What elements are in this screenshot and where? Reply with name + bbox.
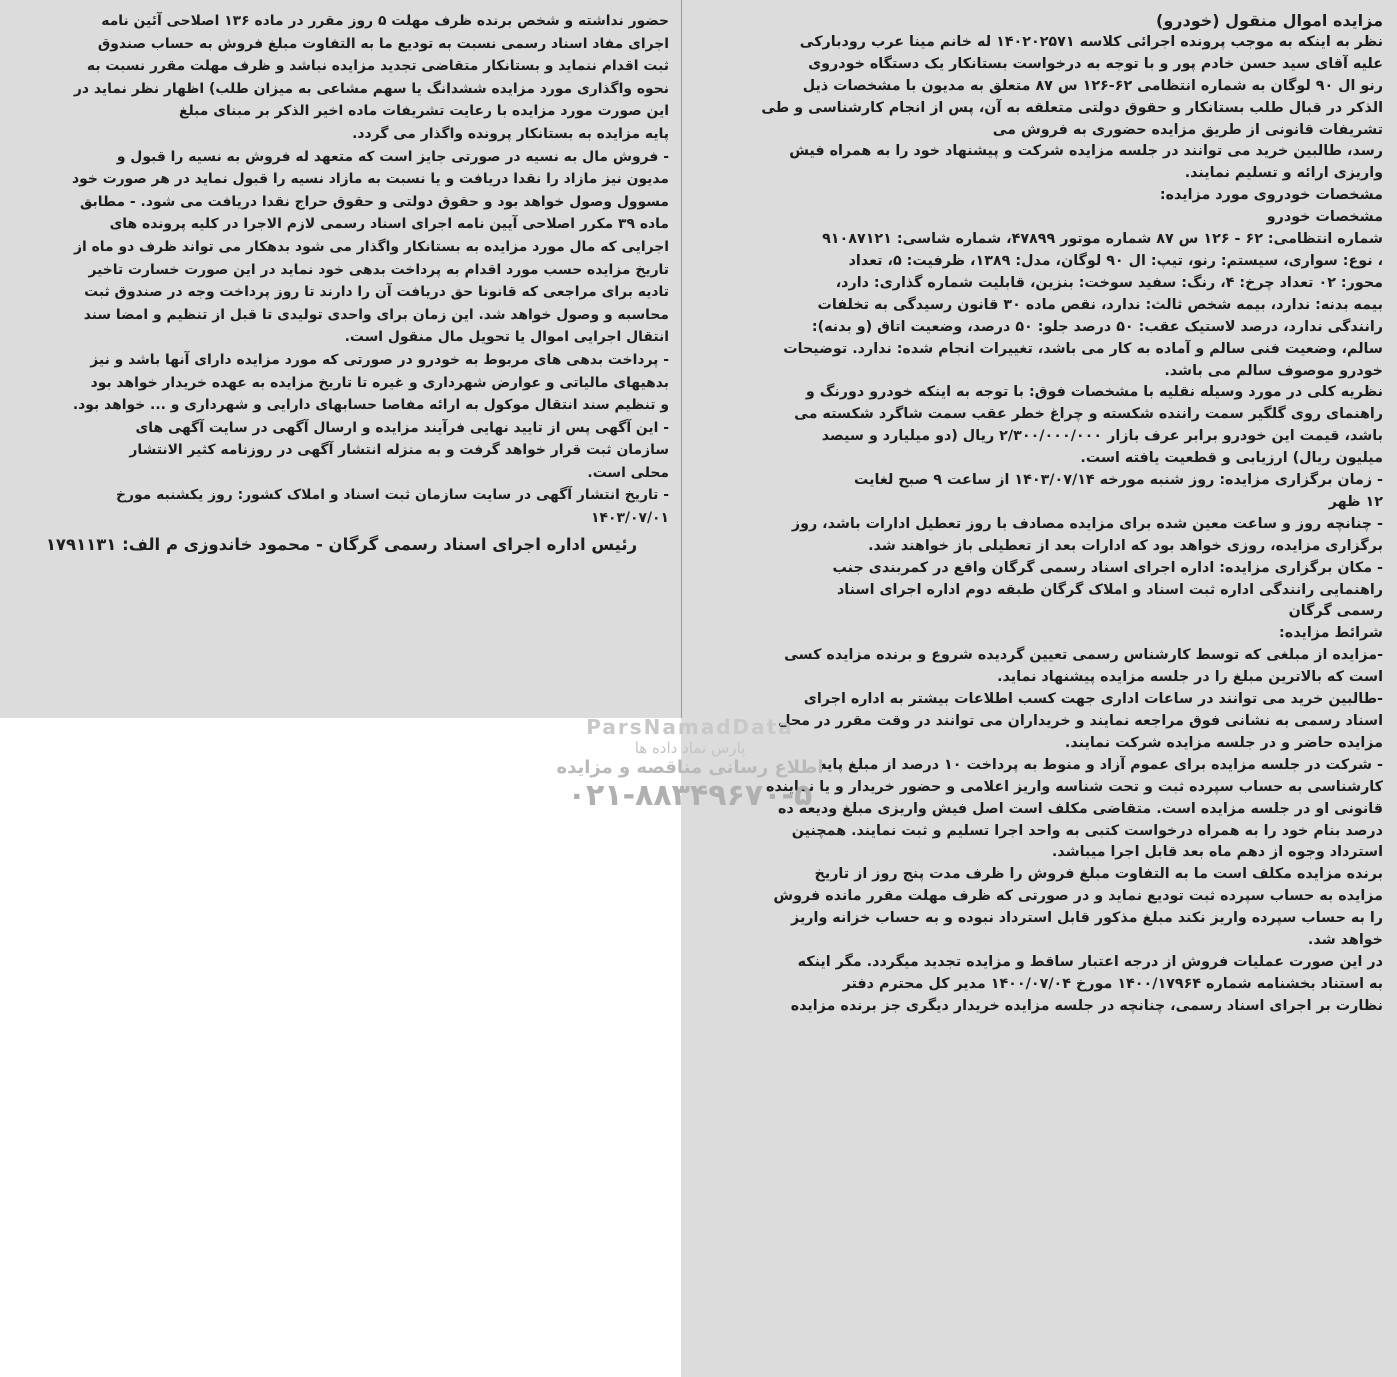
watermark-phone: ۰۲۱-۸۸۳۴۹۶۷۰-۵ [567, 778, 813, 813]
right-column-line: - چنانچه روز و ساعت معین شده برای مزایده مصادف با روز تعطیل ادارات باشد، روز [791, 515, 1383, 532]
right-column-line: خواهد شد. [1307, 932, 1383, 949]
right-column-line: درصد بنام خود را به همراه درخواست کتبی به واحد اجرا تسلیم و ثبت نمایند. همچنین [791, 822, 1383, 839]
left-column-line: حضور نداشته و شخص برنده ظرف مهلت ۵ روز مقرر در ماده ۱۳۶ اصلاحی آئین نامه [101, 13, 669, 29]
notice-title: مزایده اموال منقول (خودرو) [1156, 11, 1383, 30]
right-column-line: - زمان برگزاری مزایده: روز شنبه مورخه ۱۴۰۳/۰۷/۱۴ از ساعت ۹ صبح لغایت [854, 472, 1383, 489]
right-column-line: اسناد رسمی به نشانی فوق مراجعه نمایند و خریداران می توانند در وقت مقرر در محل [778, 713, 1383, 729]
column-divider [681, 0, 682, 718]
left-column-line: اجرای مفاد اسناد رسمی نسبت به تودیع ما به التفاوت مبلغ فروش به حساب صندوق [97, 35, 669, 52]
right-column-line: ، نوع: سواری، سیستم: رنو، تیپ: ال ۹۰ لوگان، مدل: ۱۳۸۹، ظرفیت: ۵، تعداد [848, 252, 1383, 269]
right-column-line: کارشناسی به حساب سپرده ثبت و تحت شناسه واریز اعلامی و حضور خریدار و یا نماینده [766, 778, 1383, 795]
right-column-line: مزایده حاضر و در جلسه مزایده شرکت نمایند. [1064, 734, 1383, 751]
left-column-text [14, 10, 669, 530]
left-column-line: سازمان ثبت قرار خواهد گرفت و به منزله انتشار آگهی در روزنامه کثیر الانتشار [129, 442, 669, 459]
right-column-line: - مکان برگزاری مزایده: اداره اجرای اسناد رسمی گرگان واقع در کمربندی جنب [832, 559, 1383, 576]
right-column-line: به استناد بخشنامه شماره ۱۴۰۰/۱۷۹۶۴ مورخ ۱۴۰۰/۰۷/۰۴ مدیر کل محترم دفتر [842, 975, 1383, 992]
right-column-line: نظریه کلی در مورد وسیله نقلیه با مشخصات فوق: با توجه به اینکه خودرو دورنگ و [805, 384, 1383, 401]
left-column-line: محاسبه و وصول خواهد شد. این زمان برای واحدی تولیدی تا قبل از تنظیم و امضا سند [83, 306, 669, 323]
right-column-line: -طالبین خرید می توانند در ساعات اداری جهت کسب اطلاعات بیشتر به اداره اجرای [803, 691, 1383, 708]
right-column-line: سالم، وضعیت فنی سالم و آماده به کار می باشد، تغییرات انجام شده: ندارد. توضیحات [783, 340, 1383, 357]
right-column-line: باشد، قیمت این خودرو برابر عرف بازار ۲/۳۰۰/۰۰۰/۰۰۰ ریال (دو میلیارد و سیصد [821, 428, 1383, 445]
right-column-line: راهنمای روی گلگیر سمت راننده شکسته و چراغ خطر عقب سمت شاگرد شکسته می [794, 406, 1383, 423]
right-column-line: رانندگی ندارد، درصد لاستیک عقب: ۵۰ درصد جلو: ۵۰ درصد، وضعیت اتاق (و بدنه): [811, 318, 1383, 335]
left-column-line: محلی است. [587, 464, 669, 481]
right-column-line: واریزی ارائه و تسلیم نمایند. [1184, 165, 1383, 182]
left-column-line: - تاریخ انتشار آگهی در سایت سازمان ثبت اسناد و املاک کشور: روز یکشنبه مورخ [115, 487, 669, 504]
right-column-line: نظر به اینکه به موجب پرونده اجرائی کلاسه ۱۴۰۲۰۲۵۷۱ له خانم مینا عرب رودبارکی [799, 33, 1383, 50]
left-column-line: بدهیهای مالیاتی و عوارض شهرداری و غیره تا تاریخ مزایده به عهده خریدار خواهد بود [90, 374, 669, 391]
right-column-line: تشریفات قانونی از طریق مزایده حضوری به فروش می [992, 121, 1383, 138]
left-column-line: پایه مزایده به بستانکار پرونده واگذار می گردد. [352, 125, 669, 142]
right-column-line: استرداد وجوه از دهم ماه بعد قابل اجرا میباشد. [1051, 844, 1383, 861]
left-column-line: این صورت مورد مزایده با رعایت تشریفات ماده اخیر الذکر بر مبنای مبلغ [178, 103, 669, 120]
left-column-line: تاریخ مزایده حسب مورد اقدام به پرداخت بدهی خود نماید در این صورت خسارت تاخیر [88, 261, 669, 278]
left-column-line: نحوه واگذاری مورد مزایده ششدانگ یا سهم مشاعی به میزان طلب) اظهار نظر نماید در [73, 80, 669, 97]
right-column-line: مزایده به حساب سپرده ثبت تودیع نماید و در صورتی که ظرف مهلت مقرر مانده فروش [773, 888, 1383, 905]
right-column-line: رسمی گرگان [1288, 603, 1383, 620]
right-column-line: رنو ال ۹۰ لوگان به شماره انتظامی ۶۲-۱۲۶ س ۸۷ متعلق به مدیون با مشخصات ذیل [802, 77, 1383, 94]
right-column-line: علیه آقای سید حسن خادم پور و با توجه به درخواست بستانکار یک دستگاه خودروی [808, 55, 1383, 72]
right-column-line: بیمه بدنه: ندارد، بیمه شخص ثالث: ندارد، نقص ماده ۳۰ قانون رسیدگی به تخلفات [817, 296, 1383, 313]
right-column-line: میلیون ریال) ارزیابی و قطعیت یافته است. [1080, 450, 1383, 467]
right-column-line: راهنمایی رانندگی اداره ثبت اسناد و املاک گرگان طبقه دوم اداره اجرای اسناد [836, 581, 1383, 598]
right-column-line: ۱۲ ظهر [1328, 493, 1383, 510]
right-column-line: قانونی او در جلسه مزایده است. متقاضی مکلف است اصل فیش واریزی مبلغ ودیعه ده [778, 800, 1383, 817]
right-column-line: رسد، طالبین خرید می توانند در جلسه مزایده شرکت و پیشنهاد خود را به همراه فیش [789, 143, 1383, 160]
right-column-line: شرائط مزایده: [1279, 625, 1383, 642]
right-column-line: در این صورت عملیات فروش از درجه اعتبار ساقط و مزایده تجدید میگردد. مگر اینکه [797, 953, 1383, 970]
auction-notice-left-column [0, 0, 681, 718]
auction-notice-right-column [681, 0, 1397, 1377]
right-column-line: مشخصات خودروی مورد مزایده: [1159, 187, 1383, 204]
left-column-line: مسوول وصول خواهد بود و حقوق دولتی و حقوق حراج نقدا دریافت می شود. - مطابق [80, 193, 669, 210]
left-column-line: - فروش مال به نسیه در صورتی جایز است که متعهد له فروش به نسیه را قبول و [116, 148, 669, 165]
right-column-line: الذکر در قبال طلب بستانکار و حقوق دولتی متعلقه به آن، پس از انجام کارشناسی و طی [761, 99, 1383, 116]
watermark-tagline: اطلاع رسانی مناقصه و مزایده [556, 757, 824, 778]
left-column-line: ۱۴۰۳/۰۷/۰۱ [591, 510, 669, 527]
left-column-line: تادیه برای مراجعی که قانونا حق دریافت آن را دارند تا روز پرداخت وجه در صندوق ثبت [84, 284, 669, 301]
right-column-line: برنده مزایده مکلف است ما به التفاوت مبلغ فروش را ظرف مدت پنج روز از تاریخ [814, 866, 1383, 883]
right-column-line: نظارت بر اجرای اسناد رسمی، چنانچه در جلسه مزایده خریدار دیگری جز برنده مزایده [790, 997, 1383, 1014]
right-column-line: -مزایده از مبلغی که توسط کارشناس رسمی تعیین گردیده شروع و برنده مزایده کسی [784, 647, 1383, 664]
left-column-line: - پرداخت بدهی های مربوط به خودرو در صورتی که مورد مزایده دارای آنها باشد و نیز [90, 351, 669, 368]
left-column-line: ماده ۳۹ مکرر اصلاحی آیین نامه اجرای اسناد رسمی لازم الاجرا در کلیه پرونده های [109, 216, 669, 233]
left-column-line: مدیون نیز مازاد را نقدا دریافت و یا نسبت به مازاد نسیه را قبول نماید در هر صورت خود [72, 171, 669, 188]
left-column-line: انتقال اجرایی اموال یا تحویل مال منقول است. [344, 329, 669, 346]
right-column-line: خودرو موصوف سالم می باشد. [1164, 362, 1383, 379]
right-column-line: - شرکت در جلسه مزایده برای عموم آزاد و منوط به پرداخت ۱۰ درصد از مبلغ پایه [818, 756, 1383, 773]
left-column-line: اجرایی که مال مورد مزایده به بستانکار واگذار می شود بدهکار می تواند ظرف دو ماه از [74, 238, 669, 255]
left-column-line: ثبت اقدام ننماید و بستانکار متقاضی تجدید مزایده نباشد و ظرف مهلت مقرر نسبت به [86, 58, 669, 75]
watermark-name: پارس نماد داده ها [634, 739, 746, 757]
right-column-line: را به حساب سپرده واریز نکند مبلغ مذکور قابل استرداد نبوده و به حساب خزانه واریز [791, 910, 1383, 927]
right-column-line: است که بالاترین مبلغ را در جلسه مزایده پیشنهاد نماید. [997, 669, 1383, 686]
left-column-line: و تنظیم سند انتقال موکول به ارائه مفاصا حسابهای دارایی و شهرداری و ... خواهد بود. [72, 397, 669, 414]
left-column-line: - این آگهی پس از تایید نهایی فرآیند مزایده و ارسال آگهی در سایت آگهی های [135, 419, 669, 436]
right-column-line: شماره انتظامی: ۶۲ - ۱۲۶ س ۸۷ شماره موتور ۴۷۸۹۹، شماره شاسی: ۹۱۰۸۷۱۲۱ [822, 231, 1383, 248]
right-column-text [693, 32, 1383, 1018]
right-column-line: برگزاری مزایده، روزی خواهد بود که ادارات بعد از تعطیلی باز خواهند شد. [868, 537, 1383, 554]
watermark-brand: ParsNamadData [586, 715, 794, 739]
right-column-line: محور: ۰۲ تعداد چرخ: ۴، رنگ: سفید سوخت: بنزین، قابلیت شماره گذاری: دارد، [835, 274, 1383, 291]
right-column-line: مشخصات خودرو [1266, 209, 1383, 226]
notice-signature: رئیس اداره اجرای اسناد رسمی گرگان - محمود خاندوزی م الف: ۱۷۹۱۱۳۱ [45, 534, 638, 554]
